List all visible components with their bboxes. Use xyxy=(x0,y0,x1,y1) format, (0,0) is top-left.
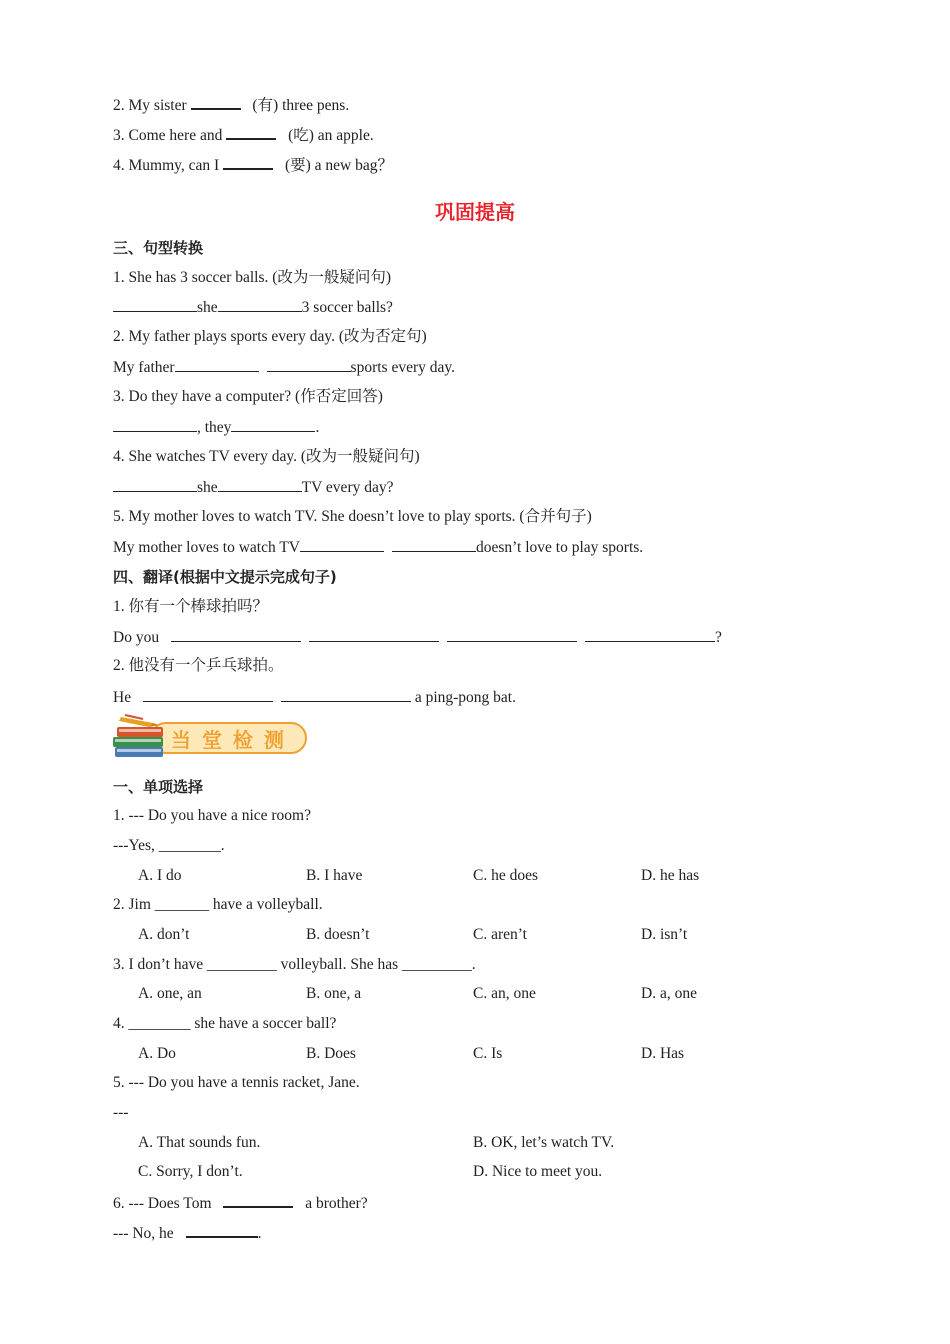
mc-q4-option-d[interactable]: D. Has xyxy=(641,1045,685,1062)
part3-q4: 4. She watches TV every day. (改为一般疑问句) xyxy=(113,448,420,465)
mc-q5-option-b[interactable]: B. OK, let’s watch TV. xyxy=(473,1134,615,1151)
part3-q5: 5. My mother loves to watch TV. She doesn’t love to play sports. (合并句子) xyxy=(113,508,592,525)
answer-blank[interactable] xyxy=(218,477,302,492)
mc-q3-option-a[interactable]: A. one, an xyxy=(138,985,202,1002)
answer-blank[interactable] xyxy=(171,627,301,642)
part3-a2: My father sports every day. xyxy=(113,359,455,376)
mc-q3: 3. I don’t have _________ volleyball. She has _________. xyxy=(113,956,476,973)
part1-heading: 一、单项选择 xyxy=(113,778,204,796)
mc-q2-option-c[interactable]: C. aren’t xyxy=(473,926,527,943)
mc-q4-option-b[interactable]: B. Does xyxy=(306,1045,356,1062)
mc-q1-option-b[interactable]: B. I have xyxy=(306,867,363,884)
part4-heading: 四、翻译(根据中文提示完成句子) xyxy=(113,568,337,586)
answer-blank[interactable] xyxy=(175,357,259,372)
answer-blank[interactable] xyxy=(218,297,302,312)
mc-q6: 6. --- Does Tom a brother? xyxy=(113,1192,368,1214)
mc-q2-option-a[interactable]: A. don’t xyxy=(138,926,190,943)
part4-q1: 1. 你有一个棒球拍吗？ xyxy=(113,598,269,615)
answer-blank[interactable] xyxy=(231,417,315,432)
mc-q6-answer: --- No, he . xyxy=(113,1222,261,1244)
mc-q5-option-c[interactable]: C. Sorry, I don’t. xyxy=(138,1163,243,1180)
answer-blank[interactable] xyxy=(392,537,476,552)
answer-blank[interactable] xyxy=(309,627,439,642)
mc-q4-option-c[interactable]: C. Is xyxy=(473,1045,503,1062)
question-3: 3. Come here and (吃) an apple. xyxy=(113,124,374,146)
mc-q1-option-c[interactable]: C. he does xyxy=(473,867,539,884)
answer-blank[interactable] xyxy=(186,1222,258,1238)
answer-blank[interactable] xyxy=(267,357,351,372)
mc-q4-option-a[interactable]: A. Do xyxy=(138,1045,176,1062)
part3-a5: My mother loves to watch TV doesn’t love to play sports. xyxy=(113,539,644,556)
part3-q2: 2. My father plays sports every day. (改为否定句) xyxy=(113,328,427,345)
answer-blank[interactable] xyxy=(113,297,197,312)
mc-q3-option-c[interactable]: C. an, one xyxy=(473,985,536,1002)
mc-q1: 1. --- Do you have a nice room? xyxy=(113,807,311,824)
part4-a2: He a ping-pong bat. xyxy=(113,689,516,706)
mc-q2-option-d[interactable]: D. isn’t xyxy=(641,926,688,943)
mc-q2: 2. Jim _______ have a volleyball. xyxy=(113,896,323,913)
answer-blank[interactable] xyxy=(447,627,577,642)
mc-q2-option-b[interactable]: B. doesn’t xyxy=(306,926,370,943)
answer-blank[interactable] xyxy=(281,687,411,702)
part3-a1: she 3 soccer balls? xyxy=(113,297,393,318)
mc-q5-option-a[interactable]: A. That sounds fun. xyxy=(138,1134,261,1151)
part3-a4: she TV every day? xyxy=(113,477,393,498)
part4-q2: 2. 他没有一个乒乓球拍。 xyxy=(113,657,284,674)
answer-blank[interactable] xyxy=(300,537,384,552)
answer-blank[interactable] xyxy=(226,124,276,140)
mc-q5: 5. --- Do you have a tennis racket, Jane. xyxy=(113,1074,360,1091)
in-class-test-banner xyxy=(113,713,313,765)
part3-q3: 3. Do they have a computer? (作否定回答) xyxy=(113,388,383,405)
mc-q3-option-d[interactable]: D. a, one xyxy=(641,985,697,1002)
mc-q1-option-d[interactable]: D. he has xyxy=(641,867,700,884)
answer-blank[interactable] xyxy=(143,687,273,702)
banner-text: 当 堂 检 测 xyxy=(171,728,286,752)
answer-blank[interactable] xyxy=(113,417,197,432)
answer-blank[interactable] xyxy=(223,1192,293,1208)
mc-q5-answer: --- xyxy=(113,1104,129,1121)
question-4: 4. Mummy, can I (要) a new bag？ xyxy=(113,154,393,176)
mc-q1-option-a[interactable]: A. I do xyxy=(138,867,182,884)
question-2: 2. My sister (有) three pens. xyxy=(113,94,349,116)
section-title: 巩固提高 xyxy=(435,200,515,224)
part3-heading: 三、句型转换 xyxy=(113,239,204,257)
answer-blank[interactable] xyxy=(223,154,273,170)
mc-q4: 4. ________ she have a soccer ball? xyxy=(113,1015,337,1032)
part4-a1: Do you ? xyxy=(113,629,722,646)
mc-q1-answer: ---Yes, ________. xyxy=(113,837,225,854)
mc-q5-option-d[interactable]: D. Nice to meet you. xyxy=(473,1163,603,1180)
mc-q3-option-b[interactable]: B. one, a xyxy=(306,985,362,1002)
part3-q1: 1. She has 3 soccer balls. (改为一般疑问句) xyxy=(113,269,392,286)
answer-blank[interactable] xyxy=(113,477,197,492)
part3-a3: , they . xyxy=(113,417,319,438)
answer-blank[interactable] xyxy=(191,94,241,110)
answer-blank[interactable] xyxy=(585,627,715,642)
